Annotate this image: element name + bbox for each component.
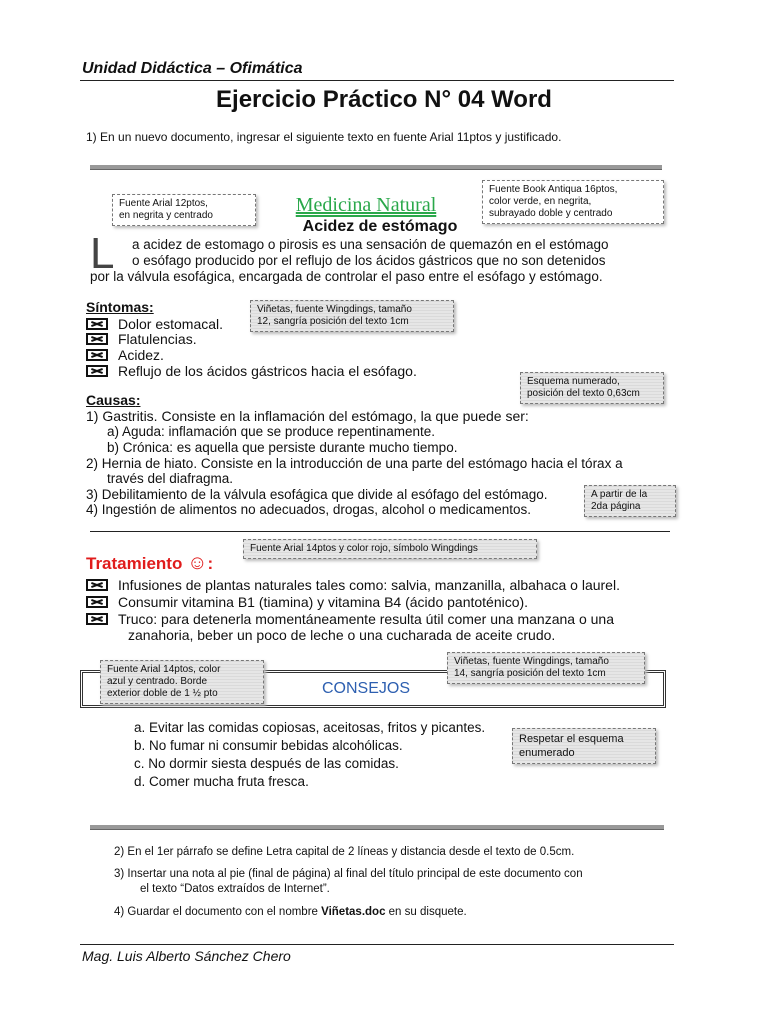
tratamiento-item: Infusiones de plantas naturales tales como: salvia, manzanilla, albahaca o laurel. [86,577,620,593]
doc-heading: Medicina Natural [295,194,437,216]
causa-line: 3) Debilitamiento de la válvula esofágica que divide al esófago del estómago. [86,487,548,502]
sintoma-item: Dolor estomacal. [86,316,223,332]
consejo-item: d. Comer mucha fruta fresca. [134,774,309,789]
top-divider [90,165,662,170]
causa-line: a) Aguda: inflamación que se produce repentinamente. [107,424,435,439]
note-consejos-format: Fuente Arial 14ptos, color azul y centrado. Borde exterior doble de 1 ½ pto [100,660,264,704]
sintoma-item: Acidez. [86,347,164,363]
sintoma-item: Reflujo de los ácidos gástricos hacia el esófago. [86,363,417,379]
consejo-item: a. Evitar las comidas copiosas, aceitosas, fritos y picantes. [134,720,486,735]
note-subheading-format: Fuente Arial 12ptos, en negrita y centrado [112,194,256,226]
note-page-start: A partir de la 2da página [584,485,676,517]
instruction-4: 4) Guardar el documento con el nombre Viñetas.doc en su disquete. [114,906,467,918]
scissors-bullet-icon [86,579,108,591]
drop-cap: L [90,229,115,278]
sintoma-item: Flatulencias. [86,331,197,347]
scissors-bullet-icon [86,596,108,608]
note-heading-format: Fuente Book Antiqua 16ptos, color verde, en negrita, subrayado doble y centrado [482,180,664,224]
causas-label: Causas: [86,392,141,408]
scissors-bullet-icon [86,349,108,361]
scissors-bullet-icon [86,333,108,345]
tratamiento-label: Tratamiento ☺: [86,552,214,574]
scissors-bullet-icon [86,365,108,377]
doc-subheading: Acidez de estómago [302,218,458,235]
header-rule [80,80,674,81]
causa-line: través del diafragma. [107,471,234,486]
tratamiento-item-cont: zanahoria, beber un poco de leche o una cucharada de aceite crudo. [128,627,556,643]
footer-rule [80,944,674,945]
instruction-2: 2) En el 1er párrafo se define Letra capital de 2 líneas y distancia desde el texto de 0.5cm. [114,846,575,858]
scissors-bullet-icon [86,613,108,625]
page-title: Ejercicio Práctico N° 04 Word [216,86,552,113]
causa-line: 2) Hernia de hiato. Consiste en la introducción de una parte del estómago hacia el tórax a [86,456,623,471]
causa-line: b) Crónica: es aquella que persiste durante mucho tiempo. [107,440,458,455]
causa-line: 4) Ingestión de alimentos no adecuados, drogas, alcohol o medicamentos. [86,502,532,517]
note-consejos-numbering: Respetar el esquema enumerado [512,728,656,764]
footer-author: Mag. Luis Alberto Sánchez Chero [82,948,291,964]
causa-line: 1) Gastritis. Consiste en la inflamación del estómago, la que puede ser: [86,408,529,424]
scissors-bullet-icon [86,318,108,330]
para-line-2: o esófago producido por el reflujo de los ácidos gástricos que no son detenidos [132,253,606,268]
note-tratamiento-format: Fuente Arial 14ptos y color rojo, símbolo Wingdings [243,539,537,559]
instruction-3-cont: el texto “Datos extraídos de Internet”. [140,883,330,895]
note-causas-numbering: Esquema numerado, posición del texto 0,63cm [520,372,664,404]
smiley-icon: ☺ [187,552,208,574]
para-line-3: por la válvula esofágica, encargada de controlar el paso entre el esófago y estómago. [90,269,603,284]
instruction-1: 1) En un nuevo documento, ingresar el siguiente texto en fuente Arial 11ptos y justificado. [86,130,562,144]
tratamiento-item: Truco: para detenerla momentáneamente resulta útil comer una manzana o una [86,611,614,627]
section-rule [90,531,670,532]
instruction-3: 3) Insertar una nota al pie (final de página) al final del título principal de este documento con [114,868,583,880]
consejo-item: c. No dormir siesta después de las comidas. [134,756,399,771]
para-line-1: a acidez de estomago o pirosis es una sensación de quemazón en el estómago [132,237,609,252]
note-sintomas-bullets: Viñetas, fuente Wingdings, tamaño 12, sangría posición del texto 1cm [250,300,454,332]
note-consejos-bullets: Viñetas, fuente Wingdings, tamaño 14, sangría posición del texto 1cm [447,652,645,684]
consejos-label: CONSEJOS [321,680,410,697]
consejo-item: b. No fumar ni consumir bebidas alcohólicas. [134,738,403,753]
header-unit: Unidad Didáctica – Ofimática [82,60,303,77]
sintomas-label: Síntomas: [86,299,154,315]
tratamiento-item: Consumir vitamina B1 (tiamina) y vitamina B4 (ácido pantoténico). [86,594,528,610]
bottom-divider [90,825,664,830]
